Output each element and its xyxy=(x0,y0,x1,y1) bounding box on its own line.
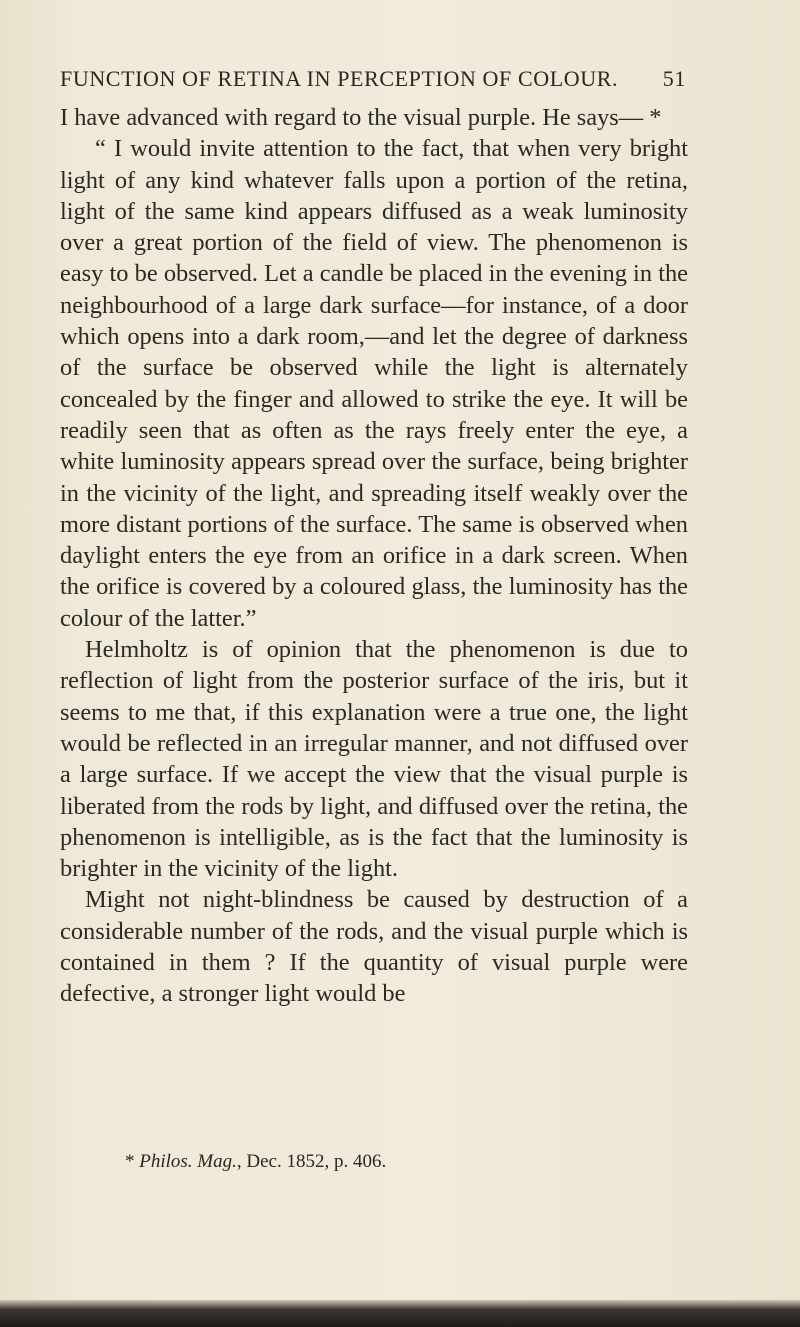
running-head xyxy=(60,66,686,92)
page-bottom-edge xyxy=(0,1300,800,1327)
footnote-marker: * xyxy=(125,1151,135,1172)
footnote-citation: , Dec. 1852, p. 406. xyxy=(236,1151,387,1172)
paragraph-intro: I have advanced with regard to the visual purple. He says— * xyxy=(60,104,662,131)
footnote xyxy=(125,1151,386,1173)
page-number: 51 xyxy=(662,66,686,91)
running-head-title: FUNCTION OF RETINA IN PERCEPTION OF COLOUR. xyxy=(60,66,619,91)
paragraph-helmholtz: Helmholtz is of opinion that the phenomenon is due to reflection of light from the posterior surface of the iris, but it seems to me that, if this explanation were a true one, the light would be reflected in an irregular manner, and not diffused over a large surface. If we accept the view that the visual purple is liberated from the rods by light, and diffused over the retina, the phenomenon is intelligible, as is the fact that the luminosity is brighter in the vicinity of the light. xyxy=(60,636,688,883)
paragraph-quotation: “ I would invite attention to the fact, that when very bright light of any kind whatever falls upon a portion of the retina, light of the same kind appears diffused as a weak luminosity over a great portion of the field of view. The phenomenon is easy to be observed. Let a candle be placed in the evening in the neighbourhood of a large dark surface—for instance, of a door which opens into a dark room,—and let the degree of darkness of the surface be observed while the light is alternately concealed by the finger and allowed to strike the eye. It will be readily seen that as often as the rays freely enter the eye, a white luminosity appears spread over the surface, being brighter in the vicinity of the light, and spreading itself weakly over the more distant portions of the surface. The same is observed when daylight enters the eye from an orifice in a dark screen. When the orifice is covered by a coloured glass, the luminosity has the colour of the latter.” xyxy=(60,135,688,632)
body-text xyxy=(60,102,688,1010)
paragraph-night-blindness: Might not night-blindness be caused by destruction of a considerable number of the rods, and the visual purple which is contained in them ? If the quantity of visual purple were defective, a stronger light would be xyxy=(60,886,688,1008)
footnote-journal: Philos. Mag. xyxy=(139,1151,237,1172)
